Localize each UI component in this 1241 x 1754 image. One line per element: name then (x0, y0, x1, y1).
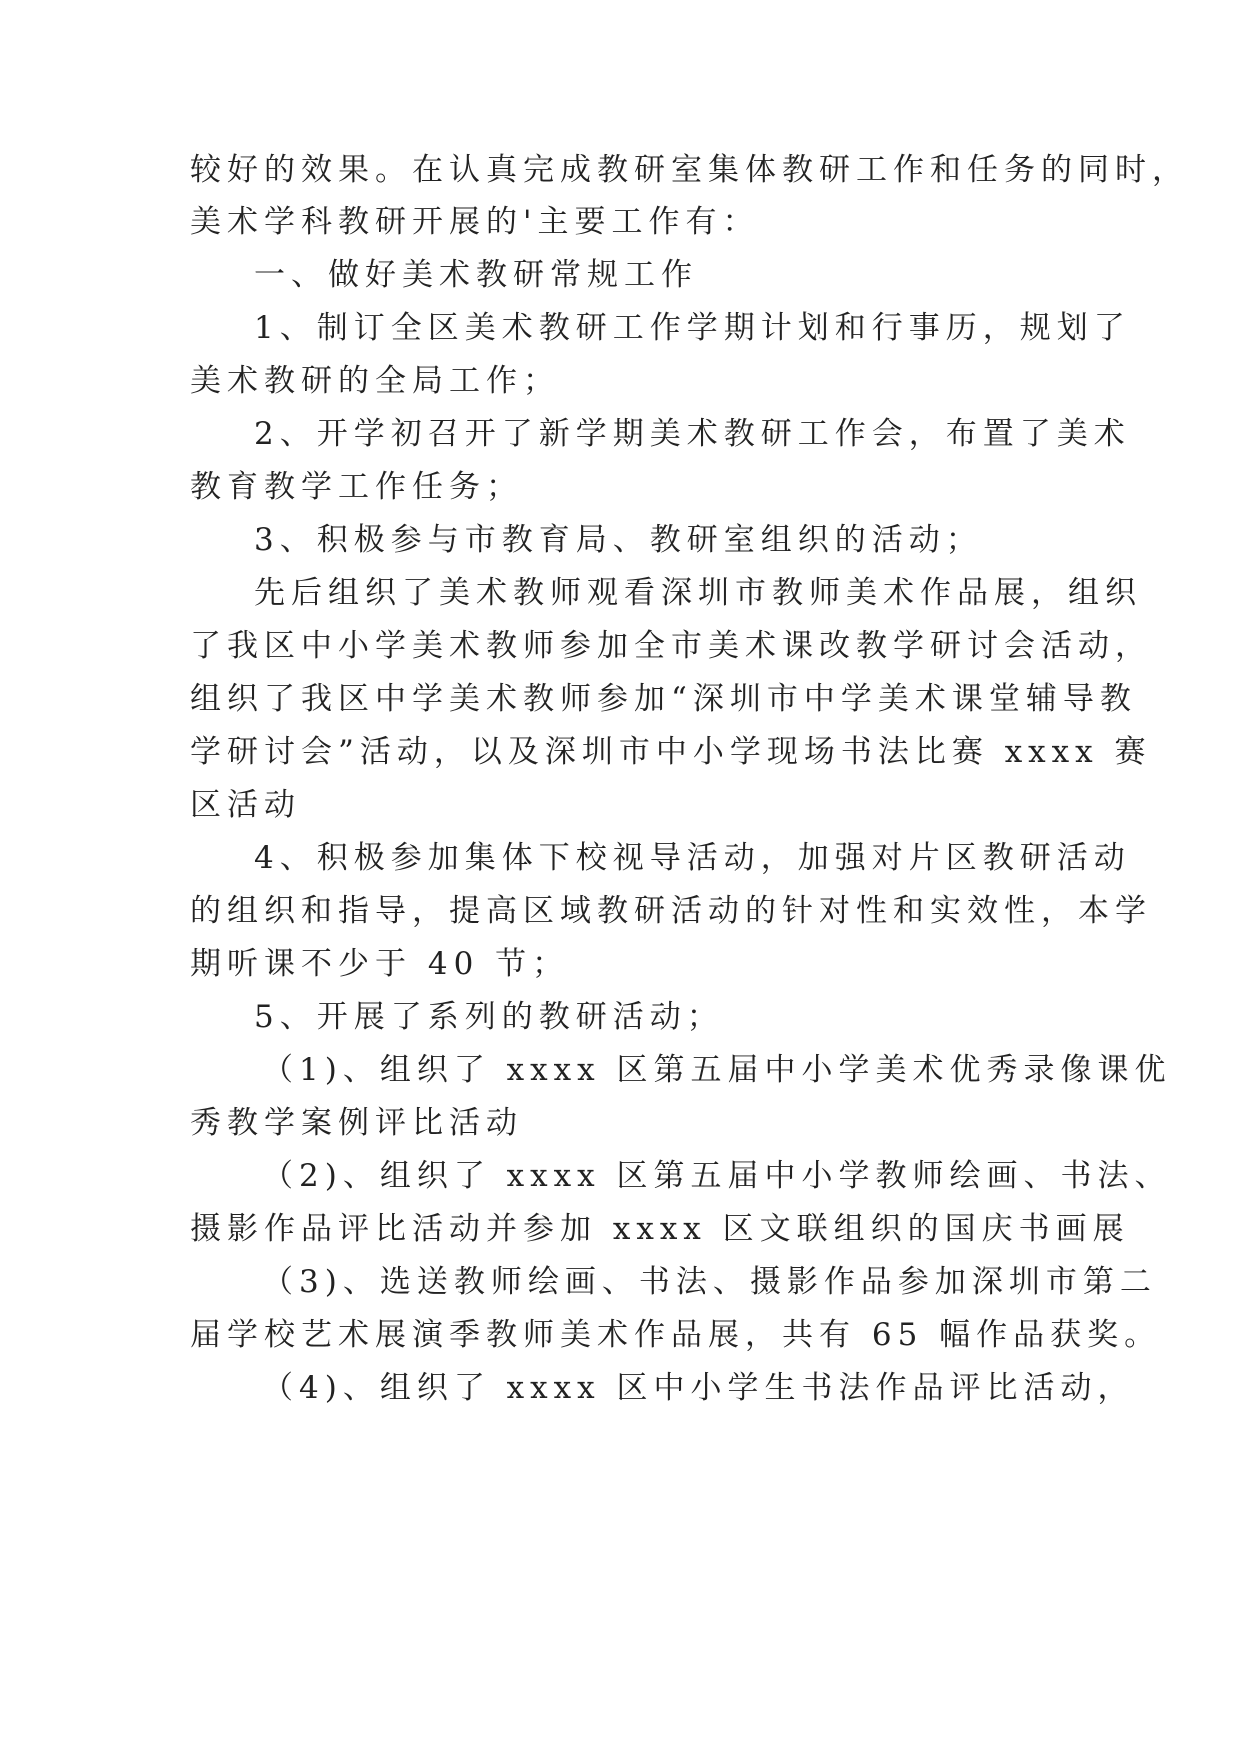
text-line: 美术教研的全局工作； (190, 363, 560, 399)
paragraph-start: 先后组织了美术教师观看深圳市教师美术作品展，组织 (254, 575, 1142, 611)
list-item-3: 3、积极参与市教育局、教研室组织的活动； (254, 522, 983, 558)
text-line: 区活动 (190, 787, 301, 823)
text-line: 组织了我区中学美术教师参加“深圳市中学美术课堂辅导教 (190, 681, 1137, 717)
list-item-5: 5、开展了系列的教研活动； (254, 999, 724, 1035)
text-line: 较好的效果。在认真完成教研室集体教研工作和任务的同时， (190, 152, 1189, 188)
text-line: 教育教学工作任务； (190, 469, 523, 505)
sub-item-1: （1)、组织了 xxxx 区第五届中小学美术优秀录像课优 (262, 1052, 1172, 1088)
text-line: 美术学科教研开展的'主要工作有： (190, 204, 760, 240)
text-line: 学研讨会”活动，以及深圳市中小学现场书法比赛 xxxx 赛 (190, 734, 1152, 770)
text-line: 了我区中小学美术教师参加全市美术课改教学研讨会活动， (190, 628, 1152, 664)
text-line: 的组织和指导，提高区域教研活动的针对性和实效性，本学 (190, 893, 1152, 929)
list-item-2: 2、开学初召开了新学期美术教研工作会，布置了美术 (254, 416, 1131, 452)
sub-item-4: （4)、组织了 xxxx 区中小学生书法作品评比活动， (262, 1370, 1135, 1406)
sub-item-3: （3)、选送教师绘画、书法、摄影作品参加深圳市第二 (262, 1264, 1157, 1300)
section-heading: 一、做好美术教研常规工作 (254, 257, 698, 293)
list-item-4: 4、积极参加集体下校视导活动，加强对片区教研活动 (254, 840, 1131, 876)
text-line: 期听课不少于 40 节； (190, 946, 570, 982)
text-line: 摄影作品评比活动并参加 xxxx 区文联组织的国庆书画展 (190, 1211, 1130, 1247)
list-item-1: 1、制订全区美术教研工作学期计划和行事历，规划了 (254, 310, 1131, 346)
text-line: 届学校艺术展演季教师美术作品展，共有 65 幅作品获奖。 (190, 1317, 1162, 1353)
sub-item-2: （2)、组织了 xxxx 区第五届中小学教师绘画、书法、 (262, 1158, 1172, 1194)
text-line: 秀教学案例评比活动 (190, 1105, 523, 1141)
